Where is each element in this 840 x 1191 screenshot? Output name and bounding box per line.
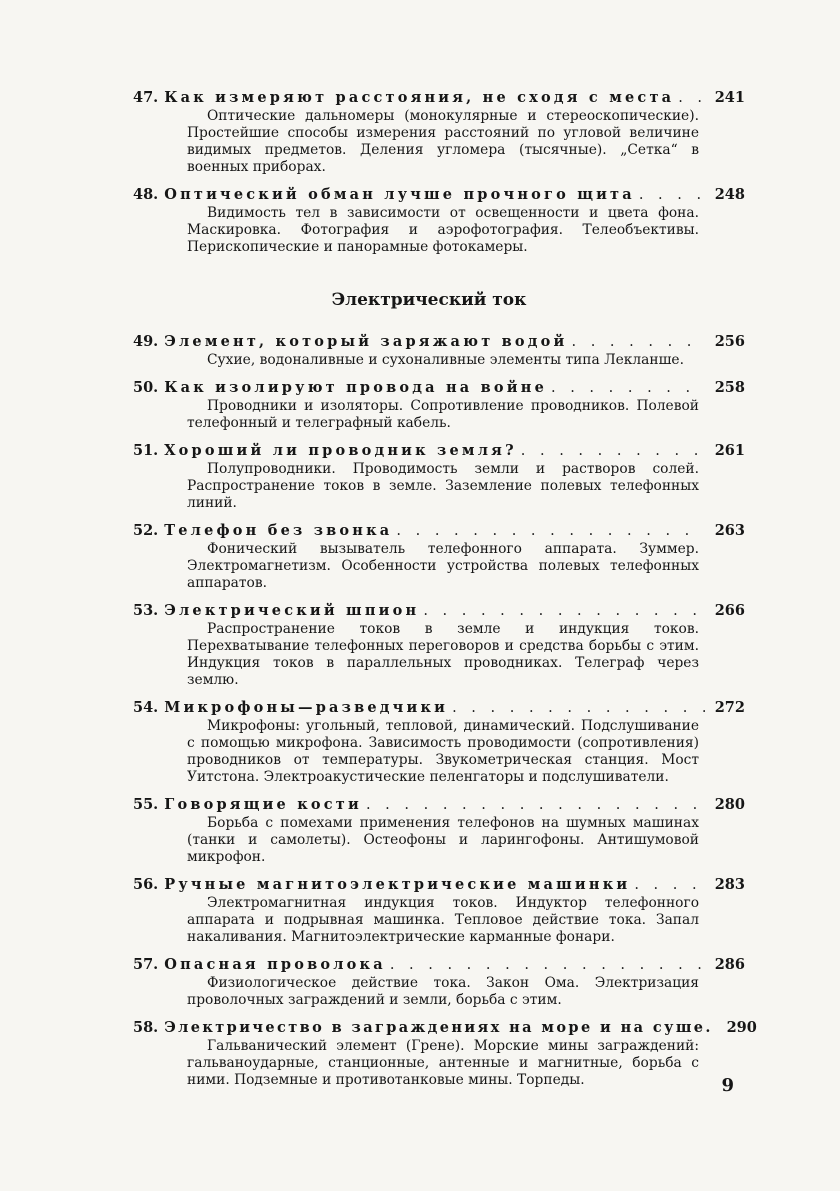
entry-title: Ручные магнитоэлектрические машинки: [164, 876, 631, 893]
entry-title: Электричество в заграждениях на море и на суше.: [164, 1019, 713, 1036]
entry-number: 50.: [133, 379, 159, 396]
entry-number: 58.: [133, 1019, 159, 1036]
leader-dots: [634, 875, 705, 895]
page-number: 9: [721, 1075, 734, 1096]
entry-title: Как изолируют провода на войне: [164, 379, 547, 396]
toc-entry: [133, 1018, 757, 1089]
entry-title: Оптический обман лучше прочного щита: [164, 186, 635, 203]
entry-number: 56.: [133, 876, 159, 893]
entry-description: Физиологическое действие тока. Закон Ома. Электризация проволочных заграждений и земли, борьба с этим.: [187, 975, 699, 1008]
entry-description: Фонический вызыватель телефонного аппарата. Зуммер. Электромагнетизм. Особенности устройства полевых телефонных аппаратов.: [187, 541, 699, 591]
entry-page: 280: [714, 796, 745, 813]
entry-page: 290: [726, 1019, 757, 1036]
leader-dots: [639, 185, 705, 205]
toc-entry: [133, 185, 745, 256]
entry-page: 248: [714, 186, 745, 203]
entry-number: 47.: [133, 89, 159, 106]
entry-page: 241: [714, 89, 745, 106]
entry-title: Говорящие кости: [164, 796, 362, 813]
toc-entry: [133, 698, 745, 786]
toc-entry: [133, 88, 745, 176]
entry-description: Распространение токов в земле и индукция токов. Перехватывание телефонных переговоров и средства борьбы с этим. Индукция токов в параллельных проводниках. Телеграф через землю.: [187, 621, 699, 688]
entry-description: Сухие, водоналивные и сухоналивные элементы типа Лекланше.: [207, 352, 684, 368]
entry-description: Электромагнитная индукция токов. Индуктор телефонного аппарата и подрывная машинка. Тепловое действие тока. Запал накаливания. Магнитоэлектрические карманные фонари.: [187, 895, 699, 945]
entry-page: 286: [714, 956, 745, 973]
entry-description: Гальванический элемент (Грене). Морские мины заграждений: гальваноударные, станционные, антенные и магнитные, борьба с ними. Подземные и противотанковые мины. Торпеды.: [187, 1038, 699, 1088]
entry-description: Микрофоны: угольный, тепловой, динамический. Подслушивание с помощью микрофона. Зависимость проводимости (сопротивления) проводников от температуры. Звукометрическая станция. Мост Уитстона. Электроакустические пеленгаторы и подслушиватели.: [187, 718, 699, 785]
entry-page: 263: [714, 522, 745, 539]
section-heading: Электрический ток: [331, 290, 527, 310]
entry-page: 256: [714, 333, 745, 350]
table-of-contents: [133, 88, 757, 1098]
entry-page: 258: [714, 379, 745, 396]
entry-page: 283: [714, 876, 745, 893]
entry-title: Телефон без звонка: [164, 522, 393, 539]
entry-title: Как измеряют расстояния, не сходя с места: [164, 89, 675, 106]
entry-title: Хороший ли проводник земля?: [164, 442, 517, 459]
entry-title: Элемент, который заряжают водой: [164, 333, 568, 350]
leader-dots: [396, 521, 705, 541]
leader-dots: [390, 955, 705, 975]
entry-page: 266: [714, 602, 745, 619]
toc-entry: [133, 795, 745, 866]
toc-entry: [133, 875, 745, 946]
entry-description: Борьба с помехами применения телефонов на шумных машинах (танки и самолеты). Остеофоны и ларингофоны. Антишумовой микрофон.: [187, 815, 699, 865]
toc-entry: [133, 955, 745, 1009]
toc-entry: [133, 378, 745, 432]
leader-dots: [571, 332, 705, 352]
entry-title: Микрофоны—разведчики: [164, 699, 449, 716]
entry-title: Электрический шпион: [164, 602, 420, 619]
entry-page: 261: [714, 442, 745, 459]
entry-number: 54.: [133, 699, 159, 716]
entry-page: 272: [714, 699, 745, 716]
leader-dots: [452, 698, 705, 718]
entry-number: 57.: [133, 956, 159, 973]
leader-dots: [521, 441, 705, 461]
entry-number: 48.: [133, 186, 159, 203]
toc-entry: [133, 332, 745, 369]
entry-number: 49.: [133, 333, 159, 350]
entry-description: Видимость тел в зависимости от освещенности и цвета фона. Маскировка. Фотография и аэрофотография. Телеобъективы. Перископические и панорамные фотокамеры.: [187, 205, 699, 255]
toc-entry: [133, 521, 745, 592]
leader-dots: [423, 601, 705, 621]
entry-description: Оптические дальномеры (монокулярные и стереоскопические). Простейшие способы измерения расстояний по угловой величине видимых предметов. Деления угломера (тысячные). „Сетка“ в военных приборах.: [187, 108, 699, 175]
leader-dots: [551, 378, 705, 398]
toc-entry: [133, 601, 745, 689]
entry-number: 53.: [133, 602, 159, 619]
entry-number: 52.: [133, 522, 159, 539]
entry-number: 55.: [133, 796, 159, 813]
entry-title: Опасная проволока: [164, 956, 386, 973]
leader-dots: [678, 88, 705, 108]
leader-dots: [366, 795, 705, 815]
entry-description: Проводники и изоляторы. Сопротивление проводников. Полевой телефонный и телеграфный кабель.: [187, 398, 699, 431]
toc-entry: [133, 441, 745, 512]
entry-number: 51.: [133, 442, 159, 459]
entry-description: Полупроводники. Проводимость земли и растворов солей. Распространение токов в земле. Заземление полевых телефонных линий.: [187, 461, 699, 511]
